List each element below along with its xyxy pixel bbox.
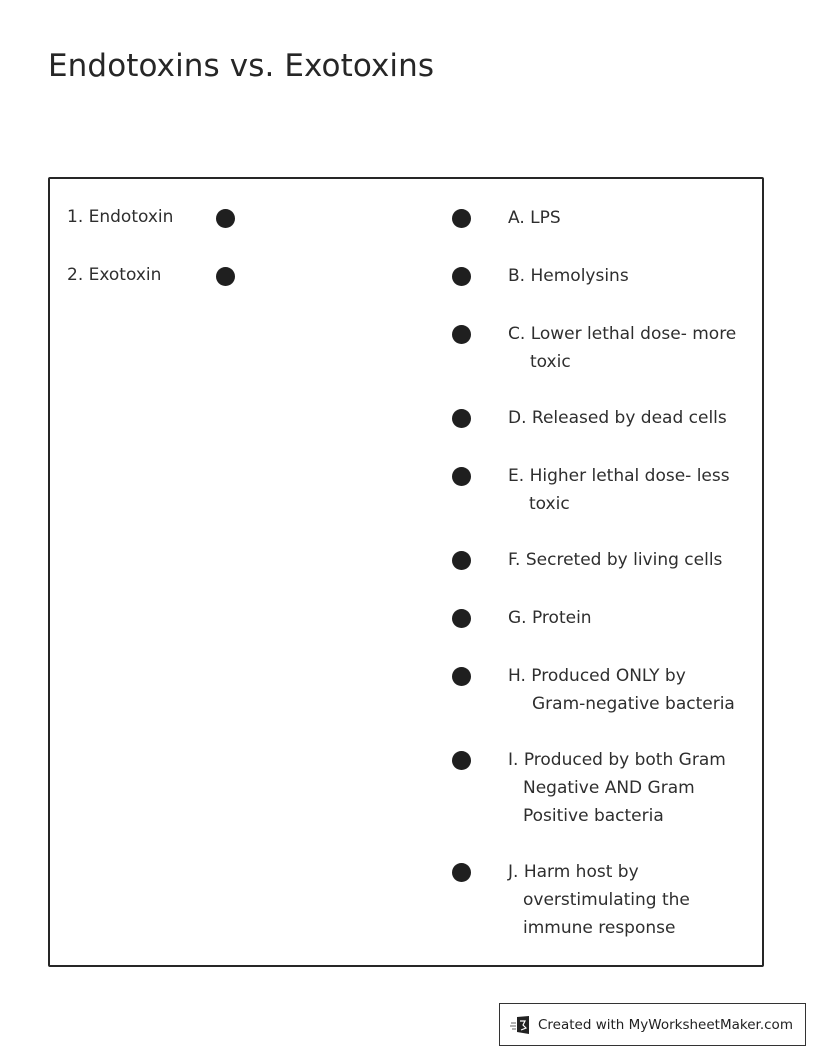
item-text: LPS	[530, 208, 561, 228]
worksheet-logo-icon	[510, 1015, 532, 1035]
item-letter: C.	[508, 324, 526, 344]
left-dot-2[interactable]	[216, 267, 235, 286]
item-text-cont: Gram-negative bacteria	[532, 694, 735, 714]
right-dot-h[interactable]	[452, 667, 471, 686]
item-text-cont: Negative AND Gram	[523, 778, 695, 798]
footer-credit[interactable]	[499, 1003, 806, 1046]
item-letter: A.	[508, 208, 525, 228]
item-letter: B.	[508, 266, 526, 286]
item-text: Produced ONLY by	[531, 666, 686, 686]
item-letter: D.	[508, 408, 527, 428]
item-letter: G.	[508, 608, 527, 628]
right-dot-i[interactable]	[452, 751, 471, 770]
item-text: Higher lethal dose- less	[529, 466, 730, 486]
right-dot-a[interactable]	[452, 209, 471, 228]
left-item-1: 1. Endotoxin	[67, 207, 174, 227]
right-item-b	[508, 262, 758, 290]
item-text: Released by dead cells	[531, 408, 727, 428]
right-dot-j[interactable]	[452, 863, 471, 882]
right-item-c	[508, 320, 758, 376]
right-dot-d[interactable]	[452, 409, 471, 428]
right-item-i	[508, 746, 758, 830]
item-letter: H.	[508, 666, 526, 686]
right-item-h	[508, 662, 758, 718]
item-text: Secreted by living cells	[525, 550, 723, 570]
matching-box	[48, 177, 764, 967]
item-text-cont: toxic	[530, 352, 571, 372]
left-item-2: 2. Exotoxin	[67, 265, 162, 285]
right-dot-b[interactable]	[452, 267, 471, 286]
right-item-a	[508, 204, 758, 232]
item-text: Hemolysins	[530, 266, 629, 286]
item-text-cont: toxic	[529, 494, 570, 514]
item-text-cont: overstimulating the	[523, 890, 690, 910]
item-text: Lower lethal dose- more	[530, 324, 737, 344]
item-text: Protein	[531, 608, 592, 628]
right-dot-e[interactable]	[452, 467, 471, 486]
right-item-f	[508, 546, 758, 574]
left-dot-1[interactable]	[216, 209, 235, 228]
item-text-cont: Positive bacteria	[523, 806, 664, 826]
item-text: Produced by both Gram	[523, 750, 726, 770]
footer-text: Created with MyWorksheetMaker.com	[538, 1016, 793, 1033]
item-text: Harm host by	[523, 862, 639, 882]
right-item-e	[508, 462, 758, 518]
right-dot-c[interactable]	[452, 325, 471, 344]
right-dot-g[interactable]	[452, 609, 471, 628]
item-letter: E.	[508, 466, 525, 486]
page-title: Endotoxins vs. Exotoxins	[48, 48, 435, 84]
item-letter: I.	[508, 750, 519, 770]
right-dot-f[interactable]	[452, 551, 471, 570]
item-letter: J.	[508, 862, 519, 882]
right-item-g	[508, 604, 758, 632]
item-letter: F.	[508, 550, 521, 570]
item-text-cont: immune response	[523, 918, 676, 938]
right-item-d	[508, 404, 758, 432]
right-item-j	[508, 858, 758, 942]
